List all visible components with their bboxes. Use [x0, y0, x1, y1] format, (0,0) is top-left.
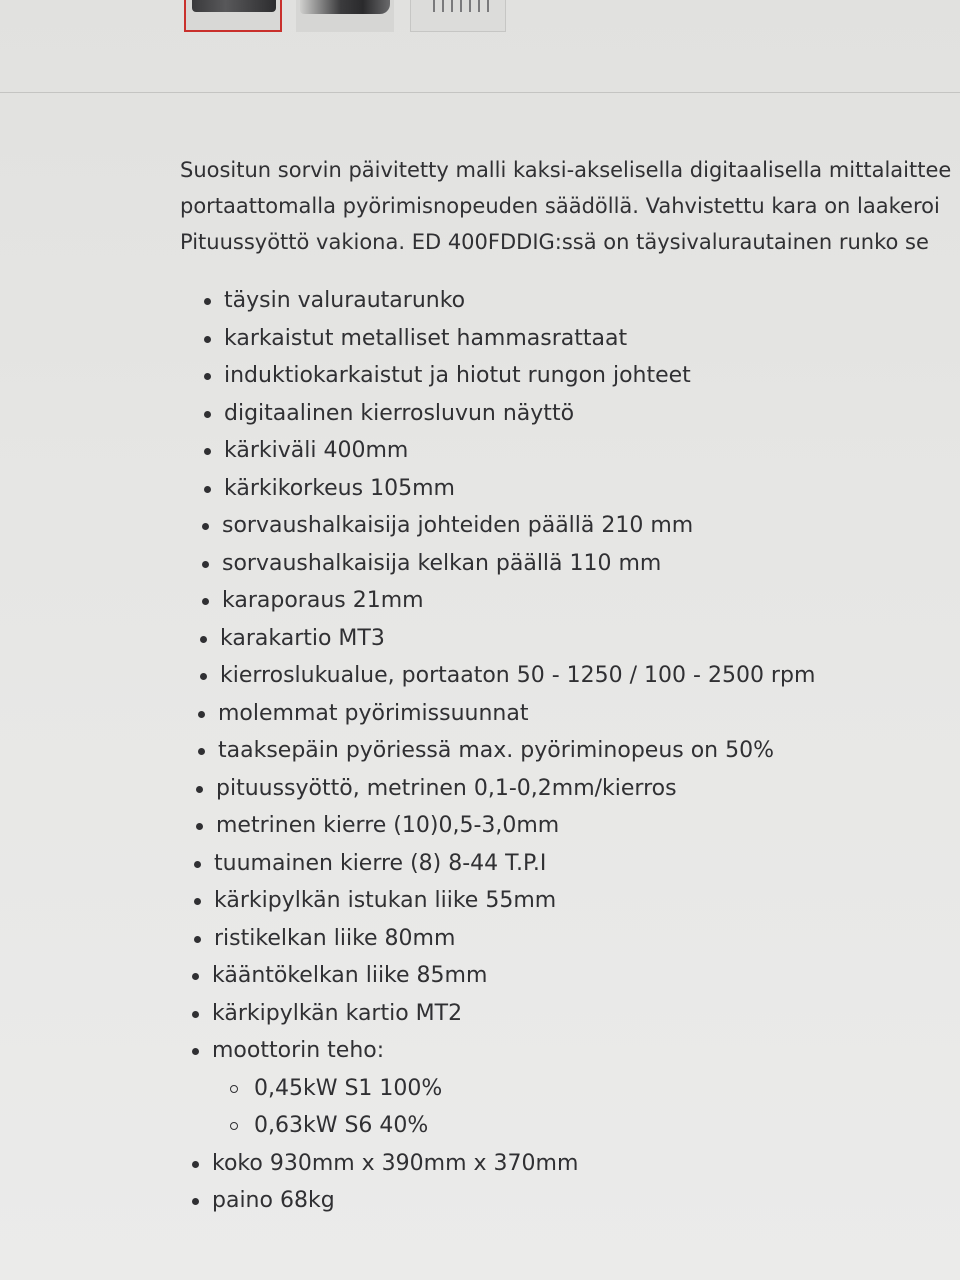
description-line-2: portaattomalla pyörimisnopeuden säädöllä. Vahvistettu kara on laakeroi: [180, 194, 940, 218]
spec-item: induktiokarkaistut ja hiotut rungon johteet: [200, 357, 815, 395]
spec-item-weight: paino 68kg: [188, 1182, 815, 1220]
spec-item: ristikelkan liike 80mm: [190, 920, 815, 958]
description-line-3: Pituussyöttö vakiona. ED 400FDDIG:ssä on täysivalurautainen runko se: [180, 230, 929, 254]
spec-item-size: koko 930mm x 390mm x 370mm: [188, 1145, 815, 1183]
spec-item: tuumainen kierre (8) 8-44 T.P.I: [190, 845, 815, 883]
spec-item: sorvaushalkaisija kelkan päällä 110 mm: [198, 545, 815, 583]
spec-list: [200, 282, 815, 1220]
spec-item: digitaalinen kierrosluvun näyttö: [200, 395, 815, 433]
spec-item: pituussyöttö, metrinen 0,1-0,2mm/kierros: [192, 770, 815, 808]
spec-item: kierroslukualue, portaaton 50 - 1250 / 100 - 2500 rpm: [196, 657, 815, 695]
product-description: [180, 152, 960, 260]
spec-item: kärkiväli 400mm: [200, 432, 815, 470]
thumbnail-1-selected[interactable]: [184, 0, 282, 32]
spec-item: metrinen kierre (10)0,5-3,0mm: [192, 807, 815, 845]
section-divider: [0, 92, 960, 93]
spec-item-motor-power: moottorin teho:: [188, 1032, 815, 1070]
spec-item: kärkikorkeus 105mm: [200, 470, 815, 508]
spec-item: taaksepäin pyöriessä max. pyöriminopeus on 50%: [194, 732, 815, 770]
thumbnail-3[interactable]: [410, 0, 506, 32]
image-thumbnails: [184, 0, 514, 34]
thumbnail-2[interactable]: [296, 0, 394, 32]
spec-item: molemmat pyörimissuunnat: [194, 695, 815, 733]
motor-power-sub-item: 0,45kW S1 100%: [188, 1070, 815, 1108]
spec-item: sorvaushalkaisija johteiden päällä 210 mm: [198, 507, 815, 545]
spec-item: karkaistut metalliset hammasrattaat: [200, 320, 815, 358]
description-line-1: Suositun sorvin päivitetty malli kaksi-akselisella digitaalisella mittalaittee: [180, 158, 952, 182]
spec-item: karakartio MT3: [196, 620, 815, 658]
spec-item: kääntökelkan liike 85mm: [188, 957, 815, 995]
spec-item: karaporaus 21mm: [198, 582, 815, 620]
spec-item: kärkipylkän kartio MT2: [188, 995, 815, 1033]
lathe-image-icon: [192, 0, 276, 12]
spec-item: kärkipylkän istukan liike 55mm: [190, 882, 815, 920]
tools-image-icon: [433, 0, 493, 12]
motor-power-sub-item: 0,63kW S6 40%: [188, 1107, 815, 1145]
lathe-detail-image-icon: [300, 0, 390, 14]
spec-item: täysin valurautarunko: [200, 282, 815, 320]
